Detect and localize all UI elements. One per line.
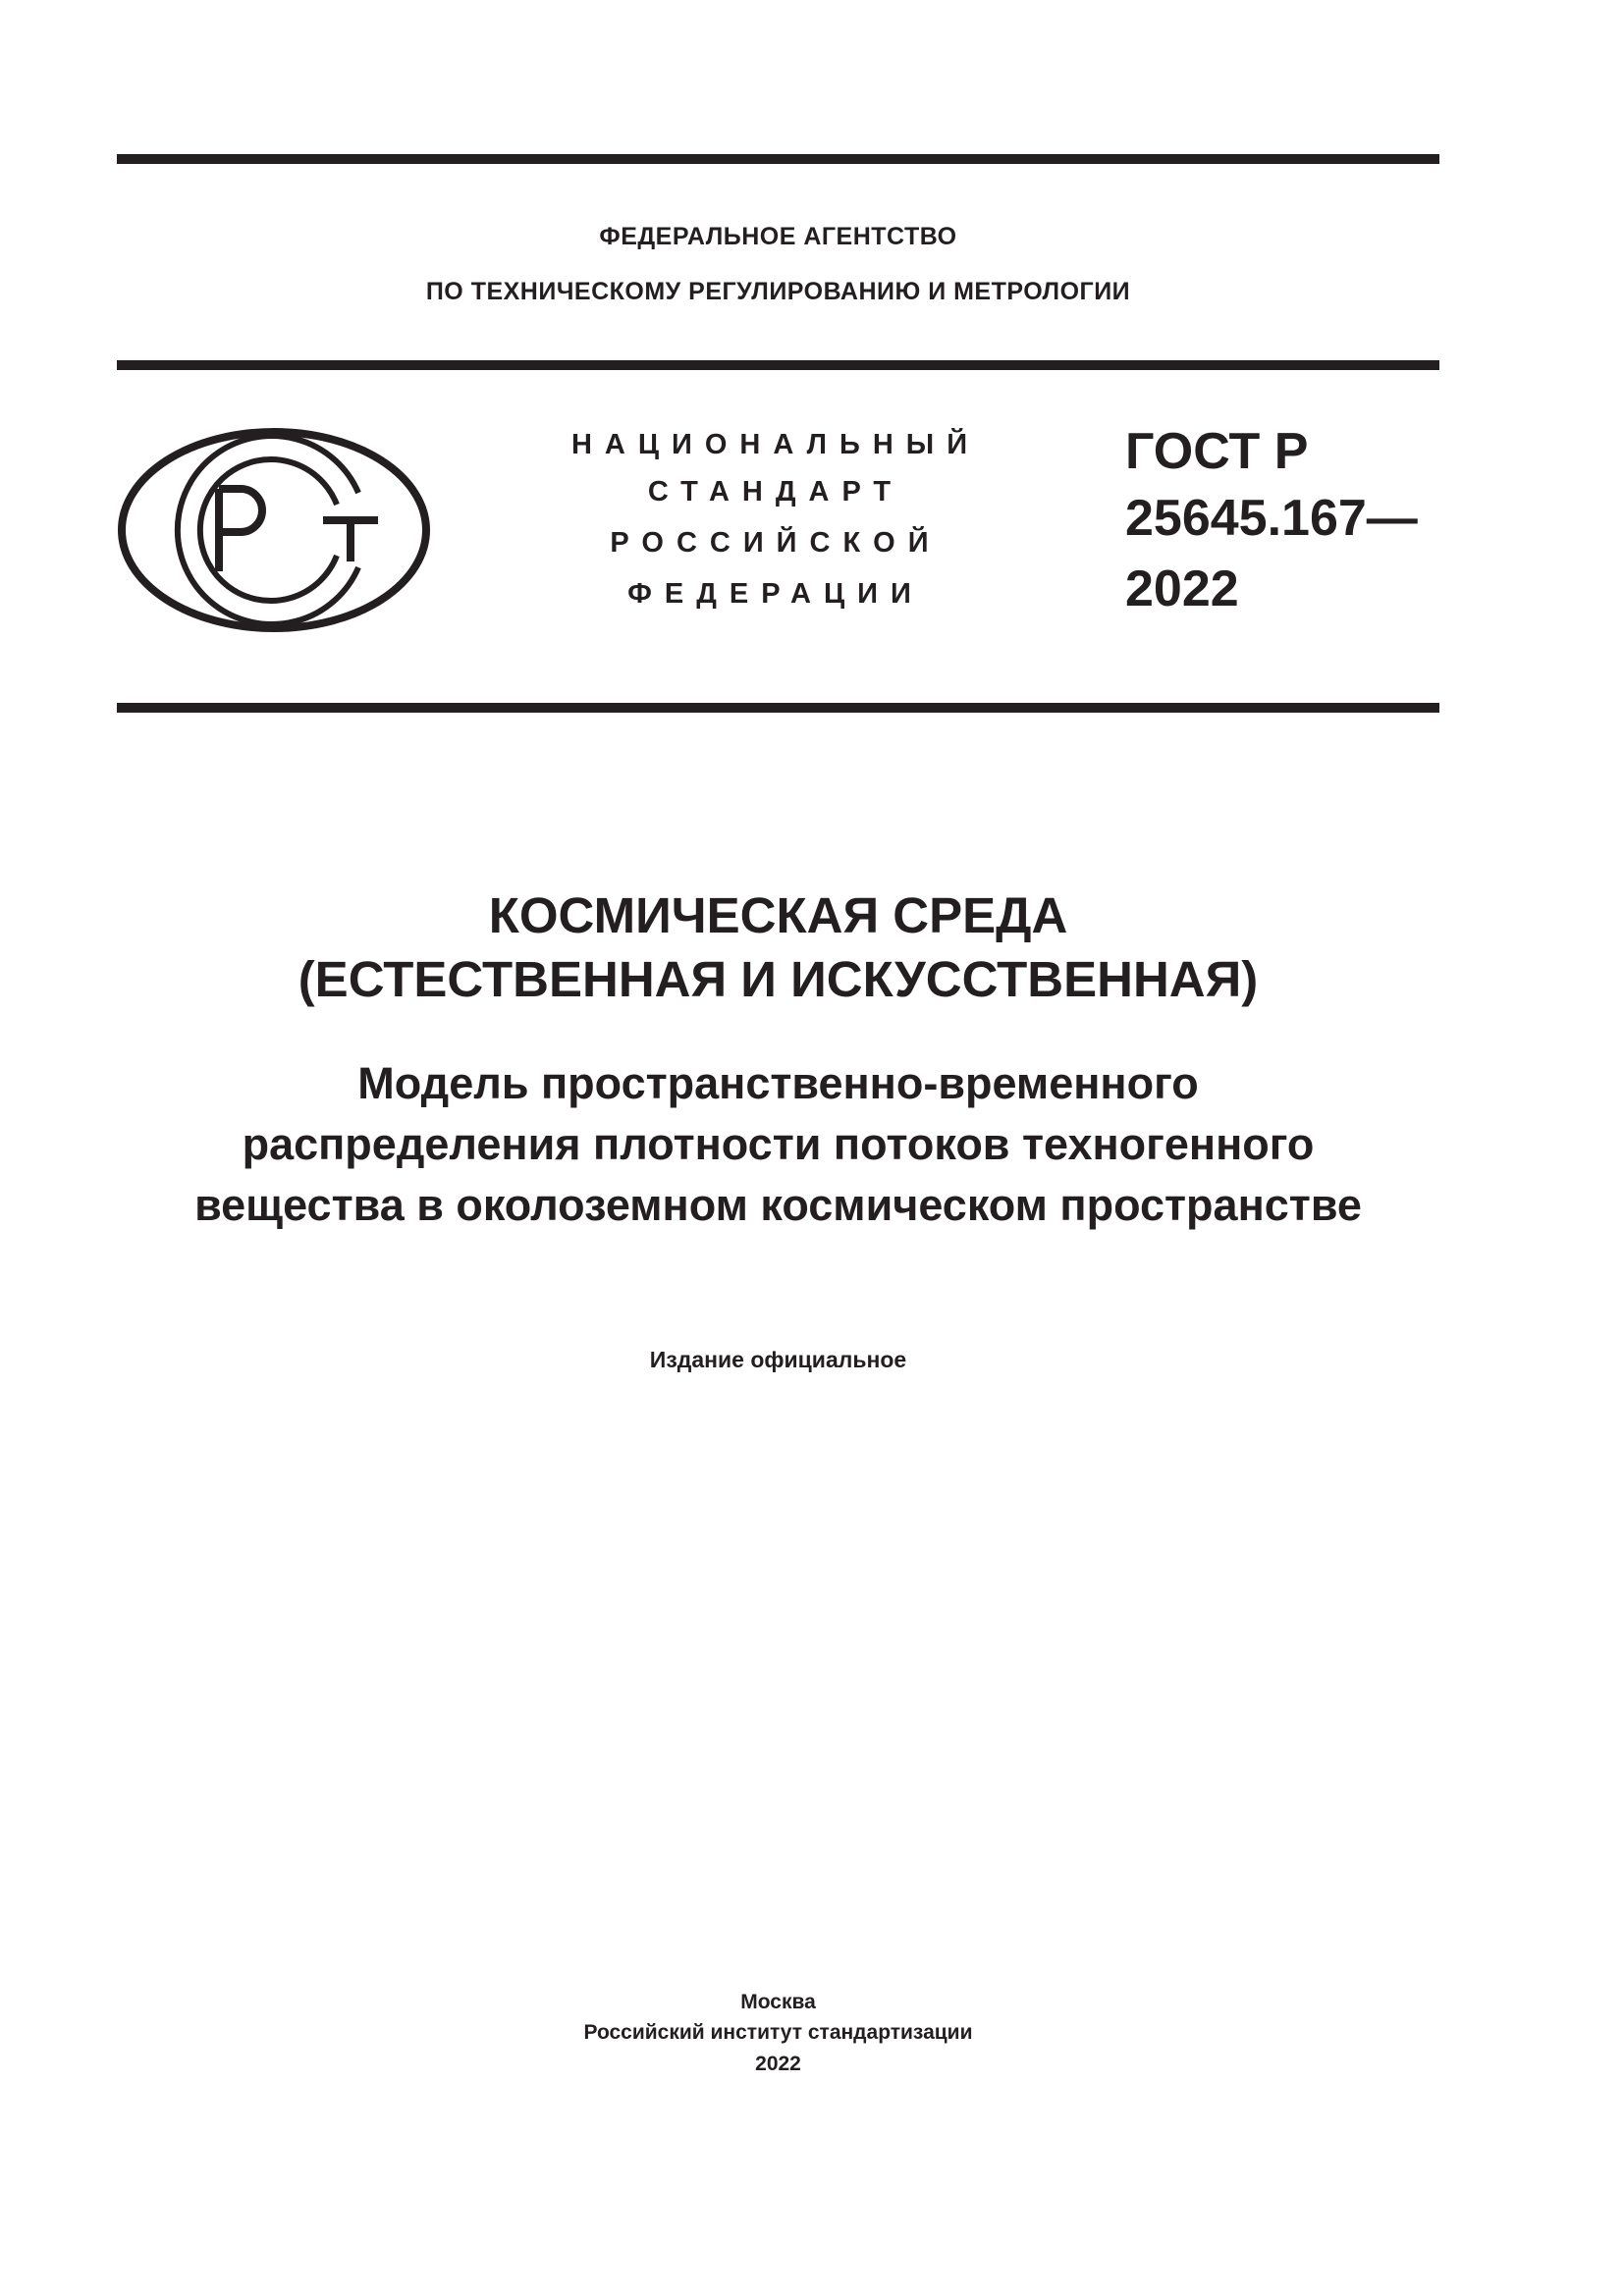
national-standard-line-4: ФЕДЕРАЦИИ	[627, 578, 924, 610]
national-standard-line-1: НАЦИОНАЛЬНЫЙ	[570, 429, 981, 460]
document-subtitle-line-2: распределения плотности потоков техногенного	[242, 1119, 1315, 1169]
imprint-publisher: Российский институт стандартизации	[583, 2021, 973, 2044]
agency-name-line-1: ФЕДЕРАЛЬНОЕ АГЕНТСТВО	[599, 223, 957, 250]
document-subtitle-line-3: вещества в околоземном космическом пространстве	[194, 1180, 1362, 1230]
rst-logo-icon	[117, 424, 431, 636]
standard-designation-line-2: 25645.167—	[1125, 490, 1418, 547]
document-title-line-2: (ЕСТЕСТВЕННАЯ И ИСКУССТВЕННАЯ)	[298, 951, 1259, 1007]
standard-designation-line-3: 2022	[1125, 561, 1239, 617]
agency-name-line-2: ПО ТЕХНИЧЕСКОМУ РЕГУЛИРОВАНИЮ И МЕТРОЛОГИИ	[425, 278, 1131, 305]
middle-rule	[117, 360, 1439, 370]
top-rule	[117, 154, 1439, 164]
national-standard-line-2: СТАНДАРТ	[647, 476, 904, 507]
bottom-rule	[117, 703, 1439, 713]
imprint-year: 2022	[755, 2053, 801, 2075]
document-subtitle-line-1: Модель пространственно-временного	[357, 1058, 1199, 1108]
national-standard-line-3: РОССИЙСКОЙ	[610, 527, 942, 559]
document-title-line-1: КОСМИЧЕСКАЯ СРЕДА	[488, 887, 1068, 943]
edition-label: Издание официальное	[649, 1347, 907, 1372]
imprint-city: Москва	[740, 1991, 816, 2013]
standard-designation-line-1: ГОСТ Р	[1125, 423, 1309, 480]
